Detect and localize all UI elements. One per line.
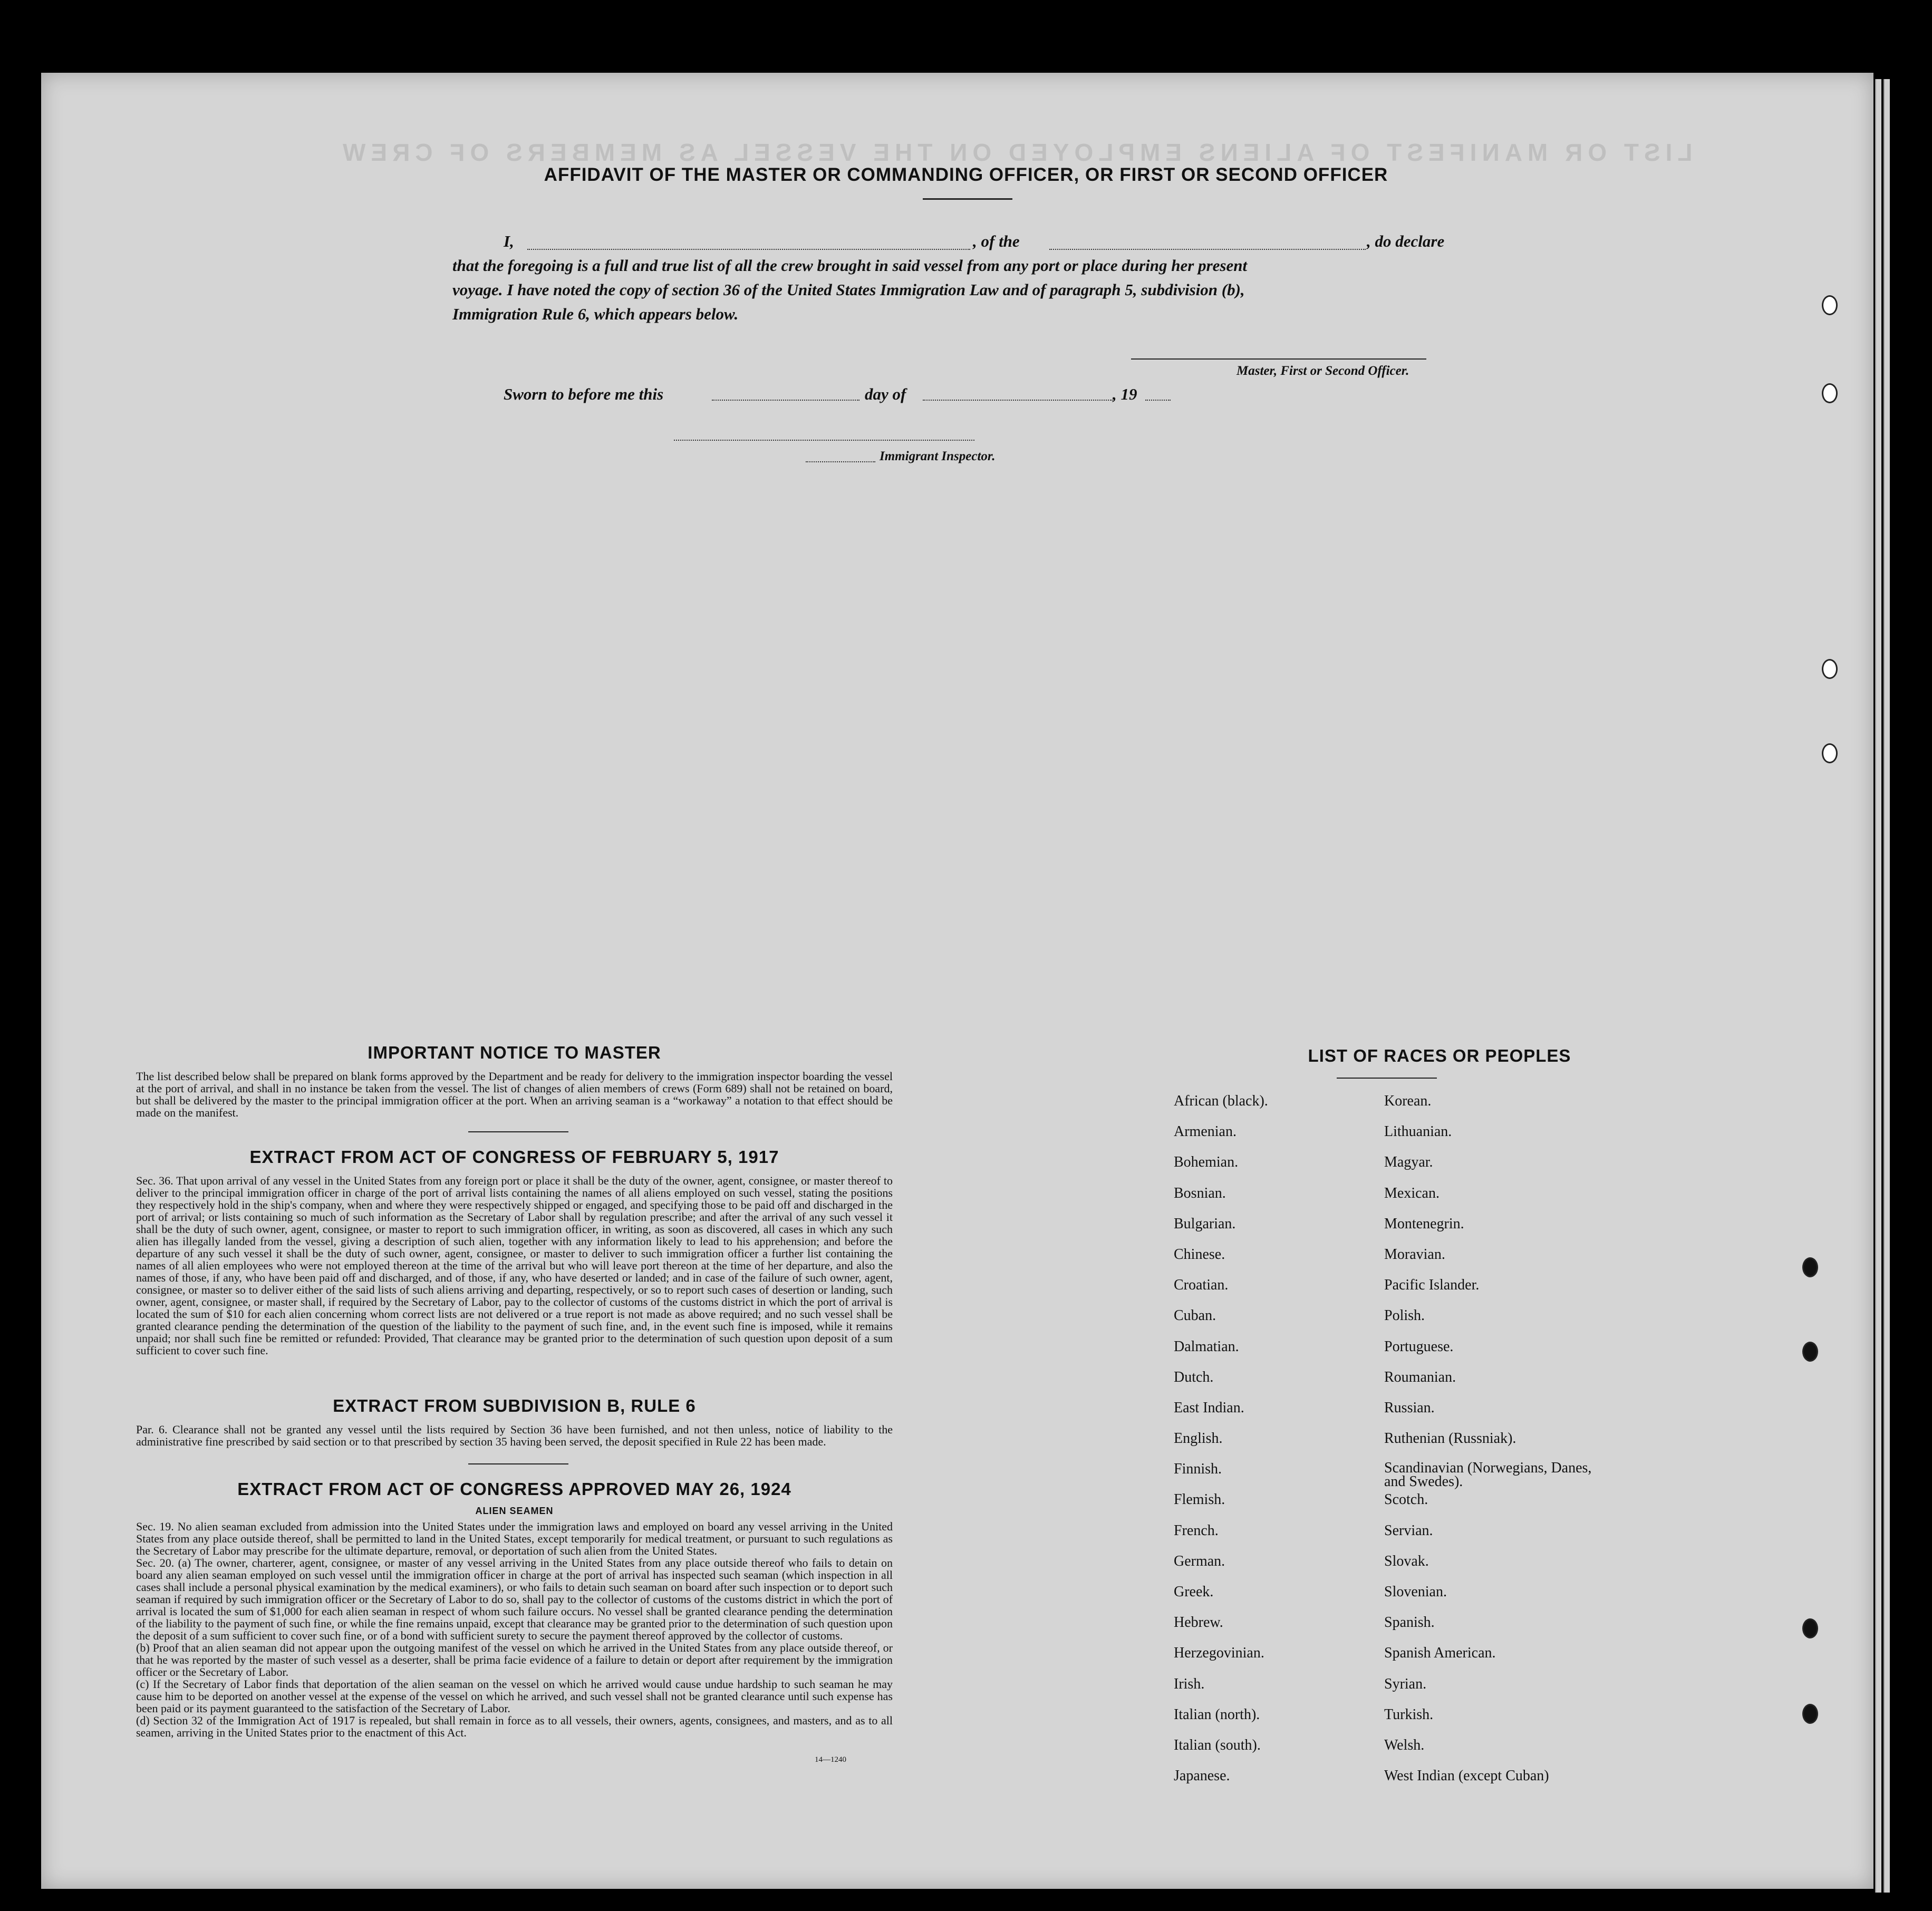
race-item: Turkish. xyxy=(1384,1706,1434,1723)
race-item: Korean. xyxy=(1384,1093,1432,1109)
race-item: West Indian (except Cuban) xyxy=(1384,1768,1549,1784)
inspector-leader-line xyxy=(806,461,875,462)
sworn-label: Sworn to before me this xyxy=(504,385,664,403)
affidavit-title: AFFIDAVIT OF THE MASTER OR COMMANDING OFFICER, OR FIRST OR SECOND OFFICER xyxy=(544,164,1388,185)
day-of-label: day of xyxy=(865,385,906,403)
race-item: Croatian. xyxy=(1174,1277,1229,1294)
race-item: Spanish American. xyxy=(1384,1645,1496,1662)
section-20b: (b) Proof that an alien seaman did not appear upon the outgoing manifest of the vessel on which he arrived in the United States from any place outside thereof, or that he was reported by the master of such vessel as a deserter, shall be prima facie evidence of a failure to detain or deport after requirement by the immigration officer or the Secretary of Labor. xyxy=(136,1641,893,1679)
race-item: Welsh. xyxy=(1384,1737,1425,1753)
race-item: Mexican. xyxy=(1384,1185,1440,1201)
race-item: Greek. xyxy=(1174,1584,1214,1600)
race-item: Syrian. xyxy=(1384,1675,1427,1692)
affidavit-line-3: voyage. I have noted the copy of section 36 of the United States Immigration Law and of paragraph 5, subdivision (b), xyxy=(452,280,1245,299)
race-item: Armenian. xyxy=(1174,1123,1237,1140)
month-field-line[interactable] xyxy=(923,400,1113,401)
race-item: East Indian. xyxy=(1174,1399,1244,1416)
races-column-2 xyxy=(1384,1093,1606,1799)
race-item: Hebrew. xyxy=(1174,1614,1223,1631)
extract-rule6-body: Par. 6. Clearance shall not be granted any vessel until the lists required by Section 36 have been furnished, and not then unless, notice of liability to the administrative fine prescribed by said section or to that prescribed by section 35 having been served, the deposit specified in Rule 22 has been made. xyxy=(136,1423,893,1448)
race-item: Japanese. xyxy=(1174,1768,1230,1784)
binder-hole xyxy=(1822,743,1838,763)
race-item: Roumanian. xyxy=(1384,1369,1456,1385)
race-item: Chinese. xyxy=(1174,1246,1225,1263)
vessel-field-line[interactable] xyxy=(1049,249,1366,250)
race-item: Italian (south). xyxy=(1174,1737,1261,1753)
race-item: Irish. xyxy=(1174,1675,1205,1692)
divider xyxy=(1337,1078,1437,1079)
race-item: English. xyxy=(1174,1430,1223,1447)
race-item: Spanish. xyxy=(1384,1614,1435,1631)
affidavit-i-label: I, xyxy=(504,232,514,250)
race-item: Bohemian. xyxy=(1174,1154,1239,1171)
race-item: Ruthenian (Russniak). xyxy=(1384,1430,1516,1447)
section-20c: (c) If the Secretary of Labor finds that deportation of the alien seaman on the vessel on which he arrived would cause undue hardship to such seaman he may cause him to be deported on another vessel at the expense of the vessel on which he arrived, and such vessel shall not be granted clearance until such expense has been paid or its payment guaranteed to the satisfaction of the Secretary of Labor. xyxy=(136,1677,893,1715)
race-item: Italian (north). xyxy=(1174,1706,1260,1723)
master-label: Master, First or Second Officer. xyxy=(1237,364,1409,378)
section-20d: (d) Section 32 of the Immigration Act of 1917 is repealed, but shall remain in force as to all vessels, their owners, agents, consignees, and masters, and as to all seamen, arriving in the United States prior to the enactment of this Act. xyxy=(136,1714,893,1739)
race-item: Herzegovinian. xyxy=(1174,1645,1264,1662)
race-item: Scandinavian (Norwegians, Danes, and Swedes). xyxy=(1384,1460,1592,1490)
race-item: Russian. xyxy=(1384,1399,1435,1416)
race-item: Flemish. xyxy=(1174,1491,1225,1508)
race-item: Scotch. xyxy=(1384,1491,1428,1508)
affidavit-line-2: that the foregoing is a full and true list of all the crew brought in said vessel from any port or place during her present xyxy=(452,256,1248,275)
notice-title: IMPORTANT NOTICE TO MASTER xyxy=(368,1043,661,1062)
divider xyxy=(923,198,1012,200)
race-item: Bosnian. xyxy=(1174,1185,1226,1201)
binder-hole xyxy=(1802,1342,1818,1362)
race-item: Lithuanian. xyxy=(1384,1123,1452,1140)
races-title: LIST OF RACES OR PEOPLES xyxy=(1308,1046,1571,1065)
race-item: Pacific Islander. xyxy=(1384,1277,1480,1294)
inspector-signature-line[interactable] xyxy=(674,440,974,441)
year-label: , 19 xyxy=(1113,385,1137,403)
race-item: Polish. xyxy=(1384,1307,1425,1324)
race-item: Cuban. xyxy=(1174,1307,1216,1324)
race-item: Montenegrin. xyxy=(1384,1215,1464,1232)
race-item: Slovenian. xyxy=(1384,1584,1447,1600)
binder-hole xyxy=(1802,1257,1818,1277)
race-item: Slovak. xyxy=(1384,1553,1429,1569)
race-item: Moravian. xyxy=(1384,1246,1445,1263)
races-column-1 xyxy=(1174,1093,1364,1799)
race-item: Magyar. xyxy=(1384,1154,1433,1171)
race-item: French. xyxy=(1174,1522,1219,1539)
inspector-label: Immigrant Inspector. xyxy=(880,449,996,463)
extract-1917-body: Sec. 36. That upon arrival of any vessel in the United States from any foreign port or place it shall be the duty of the owner, agent, consignee, or master thereof to deliver to the principal immigration officer in charge of the port of arrival lists containing the names of all aliens employed on such vessel, stating the positions they respectively hold in the ship's company, when and where they were respectively shipped or engaged, and specifying those to be paid off and discharged in the port of arrival; or lists containing so much of such information as the Secretary of Labor shall by regulation prescribe; and after the arrival of any such vessel it shall be the duty of such owner, agent, consignee, or master to report to such immigration officer, in writing, as soon as discovered, all cases in which any such alien has illegally landed from the vessel, giving a description of such alien, together with any information likely to lead to his apprehension; and before the departure of any such vessel it shall be the duty of such owner, agent, consignee, or master to deliver to such immigration officer a further list containing the names of all alien employees who were not employed thereon at the time of the arrival but who will leave port thereon at the time of her departure, and also the names of those, if any, who have been paid off and discharged, and of those, if any, who have deserted or landed; and in case of the failure of such owner, agent, consignee, or master so to deliver either of the said lists of such aliens arriving and departing, respectively, or so to report such cases of desertion or landing, such owner, agent, consignee, or master shall, if required by the Secretary of Labor, pay to the collector of customs of the customs district in which the port of arrival is located the sum of $10 for each alien concerning whom correct lists are not delivered or a true report is not made as above required; and no such vessel shall be granted clearance pending the determination of the question of the liability to the payment of such fine, and, in the event such fine is imposed, while it remains unpaid; nor shall such fine be remitted or refunded: Provided, That clearance may be granted prior to the determination of such question upon deposit of a sum sufficient to cover such fine. xyxy=(136,1174,893,1357)
extract-rule6-title: EXTRACT FROM SUBDIVISION B, RULE 6 xyxy=(333,1396,696,1415)
section-20a: Sec. 20. (a) The owner, charterer, agent, consignee, or master of any vessel arriving in the United States from any place outside thereof who fails to detain on board any alien seaman employed on such vessel until the immigration officer in charge at the port of arrival has inspected such seaman (which inspection in all cases shall include a personal physical examination by the medical examiners), or who fails to detain such seaman on board after such inspection or to deport such seaman if required by such immigration officer or the Secretary of Labor to do so, shall pay to the collector of customs of the customs district in which the port of arrival is located the sum of $1,000 for each alien seaman in respect of whom such failure occurs. No vessel shall be granted clearance pending the determination of the liability to the payment of such fine, or while the fine remains unpaid, except that clearance may be granted prior to the determination of such question upon the deposit of a sum sufficient to cover such fine, or of a bond with sufficient surety to secure the payment thereof approved by the collector of customs. xyxy=(136,1556,893,1642)
page-edge xyxy=(1875,79,1881,1893)
divider xyxy=(468,1463,568,1464)
race-item: Servian. xyxy=(1384,1522,1433,1539)
affidavit-line-4: Immigration Rule 6, which appears below. xyxy=(452,305,739,323)
binder-hole xyxy=(1822,659,1838,679)
binder-hole xyxy=(1822,295,1838,315)
affidavit-declare-label: , do declare xyxy=(1367,232,1445,250)
master-signature-line[interactable] xyxy=(1131,358,1426,360)
race-item: German. xyxy=(1174,1553,1225,1569)
extract-1924-body xyxy=(136,1520,893,1739)
extract-1924-subtitle: ALIEN SEAMEN xyxy=(475,1506,554,1516)
year-field-line[interactable] xyxy=(1145,400,1171,401)
binder-hole xyxy=(1802,1618,1818,1638)
day-field-line[interactable] xyxy=(712,400,859,401)
race-item: Dalmatian. xyxy=(1174,1338,1239,1355)
page-edge xyxy=(1883,79,1890,1893)
race-item: Portuguese. xyxy=(1384,1338,1454,1355)
binder-hole xyxy=(1822,383,1838,403)
binder-hole xyxy=(1802,1704,1818,1724)
divider xyxy=(468,1131,568,1132)
name-field-line[interactable] xyxy=(527,249,970,250)
race-item: African (black). xyxy=(1174,1093,1268,1109)
bleed-through-heading: LIST OR MANIFEST OF ALIENS EMPLOYED ON THE VESSEL AS MEMBERS OF CREW xyxy=(337,139,1693,166)
form-number: 14—1240 xyxy=(815,1755,846,1764)
affidavit-of-the-label: , of the xyxy=(973,232,1020,250)
extract-1924-title: EXTRACT FROM ACT OF CONGRESS APPROVED MAY 26, 1924 xyxy=(237,1479,791,1499)
race-item: Finnish. xyxy=(1174,1461,1222,1478)
extract-1917-title: EXTRACT FROM ACT OF CONGRESS OF FEBRUARY 5, 1917 xyxy=(249,1147,779,1167)
race-item: Bulgarian. xyxy=(1174,1215,1236,1232)
section-19: Sec. 19. No alien seaman excluded from admission into the United States under the immigration laws and employed on board any vessel arriving in the United States from any place outside thereof, shall be permitted to land in the United States, except temporarily for medical treatment, or pursuant to such regulations as the Secretary of Labor may prescribe for the ultimate departure, removal, or deportation of such alien from the United States. xyxy=(136,1520,893,1557)
notice-body: The list described below shall be prepared on blank forms approved by the Department and be ready for delivery to the immigration inspector boarding the vessel at the port of arrival, and shall in no instance be taken from the vessel. The list of changes of alien members of crews (Form 689) shall not be retained on board, but shall be delivered by the master to the principal immigration officer at the port. When an arriving seaman is a “workaway” a notation to that effect should be made on the manifest. xyxy=(136,1070,893,1119)
race-item: Dutch. xyxy=(1174,1369,1214,1385)
